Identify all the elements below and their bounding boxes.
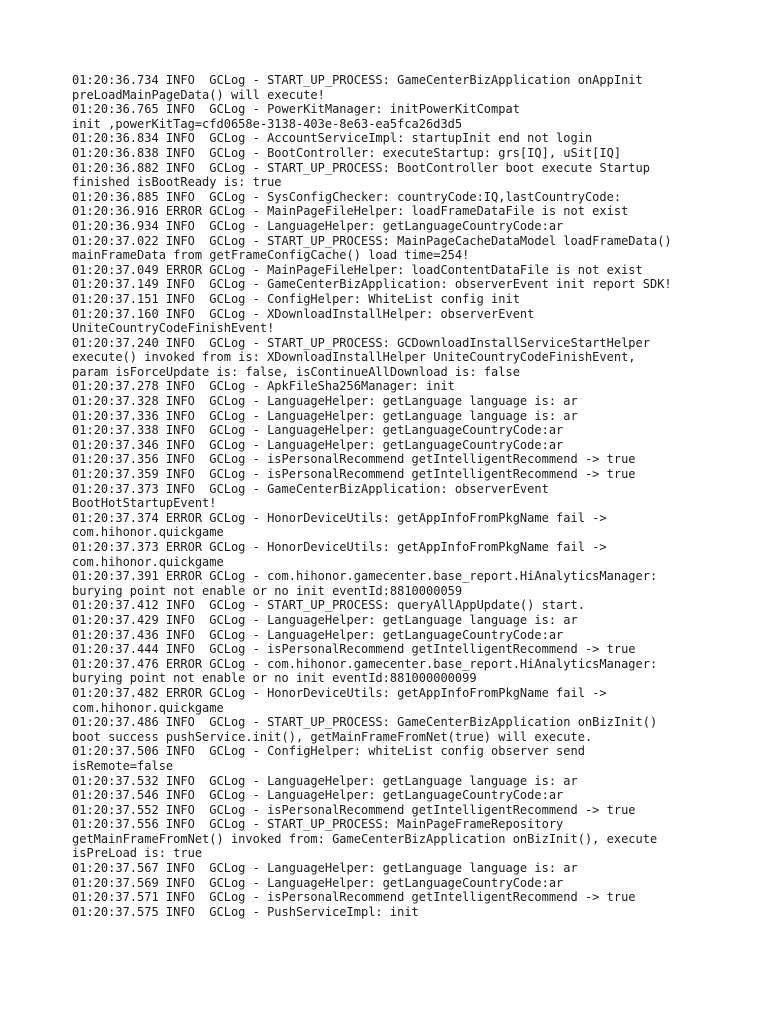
log-line: 01:20:37.359 INFO GCLog - isPersonalRecommend getIntelligentRecommend -> true (72, 467, 636, 482)
log-line: mainFrameData from getFrameConfigCache() load time=254! (72, 248, 470, 263)
log-line: burying point not enable or no init eventId:8810000059 (72, 583, 463, 598)
log-line: 01:20:36.934 INFO GCLog - LanguageHelper: getLanguageCountryCode:ar (72, 218, 564, 233)
log-line: 01:20:37.532 INFO GCLog - LanguageHelper: getLanguage language is: ar (72, 773, 578, 788)
log-line: 01:20:37.567 INFO GCLog - LanguageHelper: getLanguage language is: ar (72, 861, 578, 876)
log-line: preLoadMainPageData() will execute! (72, 87, 325, 102)
log-line: 01:20:36.838 INFO GCLog - BootController: executeStartup: grs[IQ], uSit[IQ] (72, 145, 622, 160)
log-line: 01:20:37.151 INFO GCLog - ConfigHelper: WhiteList config init (72, 291, 520, 306)
log-line: 01:20:37.444 INFO GCLog - isPersonalRecommend getIntelligentRecommend -> true (72, 642, 636, 657)
log-line: 01:20:37.049 ERROR GCLog - MainPageFileHelper: loadContentDataFile is not exist (72, 262, 643, 277)
log-line: execute() invoked from is: XDownloadInstallHelper UniteCountryCodeFinishEvent, (72, 350, 636, 365)
log-line: 01:20:37.575 INFO GCLog - PushServiceImpl: init (72, 904, 419, 919)
log-line: 01:20:37.336 INFO GCLog - LanguageHelper: getLanguage language is: ar (72, 408, 578, 423)
log-line: 01:20:37.373 INFO GCLog - GameCenterBizApplication: observerEvent (72, 481, 549, 496)
log-document (72, 73, 752, 919)
log-line: 01:20:37.486 INFO GCLog - START_UP_PROCESS: GameCenterBizApplication onBizInit() (72, 715, 658, 730)
log-line: 01:20:36.834 INFO GCLog - AccountServiceImpl: startupInit end not login (72, 131, 593, 146)
log-line: 01:20:37.160 INFO GCLog - XDownloadInstallHelper: observerEvent (72, 306, 535, 321)
log-line: com.hihonor.quickgame (72, 554, 224, 569)
log-line: 01:20:37.328 INFO GCLog - LanguageHelper: getLanguage language is: ar (72, 394, 578, 409)
log-line: getMainFrameFromNet() invoked from: GameCenterBizApplication onBizInit(), execute (72, 831, 658, 846)
log-line: 01:20:37.436 INFO GCLog - LanguageHelper: getLanguageCountryCode:ar (72, 627, 564, 642)
log-line: 01:20:37.569 INFO GCLog - LanguageHelper: getLanguageCountryCode:ar (72, 875, 564, 890)
log-line: 01:20:37.546 INFO GCLog - LanguageHelper: getLanguageCountryCode:ar (72, 788, 564, 803)
log-line: boot success pushService.init(), getMainFrameFromNet(true) will execute. (72, 729, 593, 744)
log-line: 01:20:37.373 ERROR GCLog - HonorDeviceUtils: getAppInfoFromPkgName fail -> (72, 540, 607, 554)
log-line: 01:20:36.734 INFO GCLog - START_UP_PROCESS: GameCenterBizApplication onAppInit (72, 73, 643, 87)
log-line: 01:20:37.240 INFO GCLog - START_UP_PROCESS: GCDownloadInstallServiceStartHelper (72, 335, 650, 350)
log-line: BootHotStartupEvent! (72, 496, 217, 511)
log-line: 01:20:37.346 INFO GCLog - LanguageHelper: getLanguageCountryCode:ar (72, 437, 564, 452)
log-line: 01:20:37.552 INFO GCLog - isPersonalRecommend getIntelligentRecommend -> true (72, 802, 636, 817)
log-line: 01:20:36.885 INFO GCLog - SysConfigChecker: countryCode:IQ,lastCountryCode: (72, 189, 622, 204)
log-line: 01:20:37.278 INFO GCLog - ApkFileSha256Manager: init (72, 379, 455, 394)
log-line: 01:20:36.765 INFO GCLog - PowerKitManager: initPowerKitCompat (72, 102, 520, 117)
log-line: 01:20:36.916 ERROR GCLog - MainPageFileHelper: loadFrameDataFile is not exist (72, 204, 629, 219)
log-line: burying point not enable or no init eventId:881000000099 (72, 671, 477, 686)
log-line: 01:20:37.571 INFO GCLog - isPersonalRecommend getIntelligentRecommend -> true (72, 890, 636, 905)
log-line: 01:20:37.412 INFO GCLog - START_UP_PROCESS: queryAllAppUpdate() start. (72, 598, 585, 613)
log-line: 01:20:37.374 ERROR GCLog - HonorDeviceUtils: getAppInfoFromPkgName fail -> (72, 510, 607, 525)
log-line: 01:20:37.356 INFO GCLog - isPersonalRecommend getIntelligentRecommend -> true (72, 452, 636, 467)
log-line: 01:20:37.476 ERROR GCLog - com.hihonor.gamecenter.base_report.HiAnalyticsManager: (72, 656, 658, 671)
log-line: UniteCountryCodeFinishEvent! (72, 321, 275, 336)
log-line: isRemote=false (72, 758, 174, 773)
log-line: init ,powerKitTag=cfd0658e-3138-403e-8e63-ea5fca26d3d5 (72, 116, 463, 131)
log-line: com.hihonor.quickgame (72, 525, 224, 540)
log-line: 01:20:37.506 INFO GCLog - ConfigHelper: whiteList config observer send (72, 744, 585, 759)
log-line: 01:20:37.556 INFO GCLog - START_UP_PROCESS: MainPageFrameRepository (72, 817, 564, 832)
log-line: 01:20:37.482 ERROR GCLog - HonorDeviceUtils: getAppInfoFromPkgName fail -> (72, 685, 607, 700)
log-line: finished isBootReady is: true (72, 175, 282, 190)
log-line: param isForceUpdate is: false, isContinueAllDownload is: false (72, 364, 520, 379)
log-line: 01:20:37.022 INFO GCLog - START_UP_PROCESS: MainPageCacheDataModel loadFrameData() (72, 233, 672, 248)
log-line: 01:20:37.149 INFO GCLog - GameCenterBizApplication: observerEvent init report SDK! (72, 277, 672, 292)
log-line: isPreLoad is: true (72, 846, 203, 861)
log-line: 01:20:36.882 INFO GCLog - START_UP_PROCESS: BootController boot execute Startup (72, 160, 650, 175)
log-line: com.hihonor.quickgame (72, 700, 224, 715)
log-line: 01:20:37.338 INFO GCLog - LanguageHelper: getLanguageCountryCode:ar (72, 423, 564, 438)
log-line: 01:20:37.429 INFO GCLog - LanguageHelper: getLanguage language is: ar (72, 612, 578, 627)
log-line: 01:20:37.391 ERROR GCLog - com.hihonor.gamecenter.base_report.HiAnalyticsManager: (72, 569, 658, 584)
